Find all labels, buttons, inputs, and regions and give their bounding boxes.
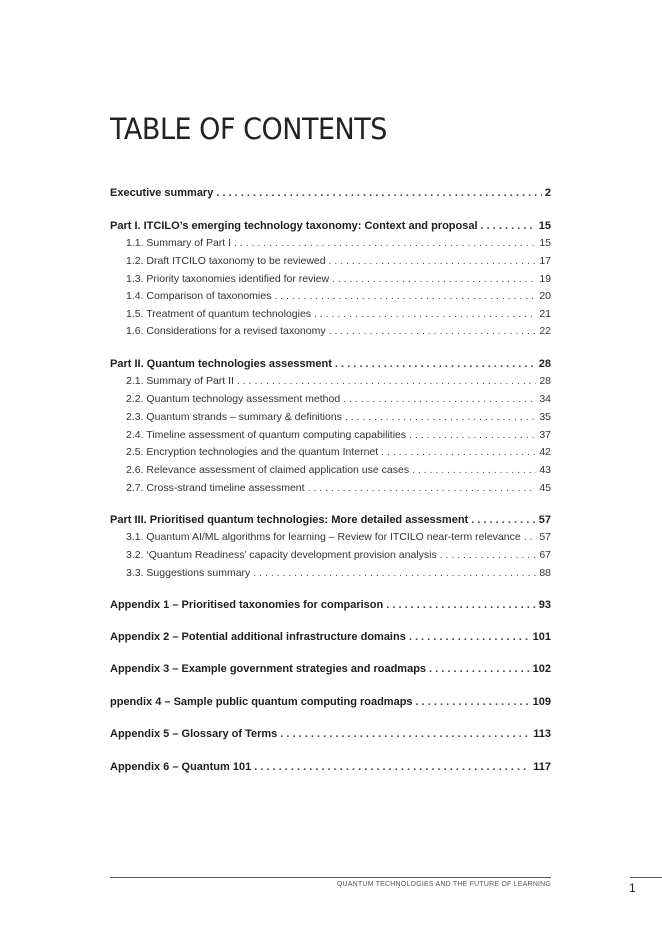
toc-entry-page: 93 [538,599,551,611]
toc-entry-label: Appendix 3 – Example government strategies and roadmaps [110,663,427,675]
toc-entry-label: 2.3. Quantum strands – summary & definitions [126,411,342,423]
toc-entry-appendix-5[interactable] [110,727,551,741]
toc-entry-page: 57 [539,531,551,543]
toc-entry-page: 88 [539,567,551,579]
toc-entry-page: 20 [539,290,551,302]
toc-entry-label: 2.7. Cross-strand timeline assessment [126,482,305,494]
toc-entry-label: 1.1. Summary of Part I [126,237,232,249]
toc-entry-label: Part III. Prioritised quantum technologies: More detailed assessment [110,514,469,526]
toc-entry-label: ppendix 4 – Sample public quantum computing roadmaps [110,696,413,708]
dot-leader [386,598,536,612]
dot-leader [329,324,537,338]
toc-entry-2-7[interactable] [126,481,551,495]
toc-entry-label: 1.2. Draft ITCILO taxonomy to be reviewed [126,255,326,267]
toc-entry-3-3[interactable] [126,566,551,580]
dot-leader [412,463,536,477]
toc-entry-2-3[interactable] [126,410,551,424]
toc-entry-3-2[interactable] [126,548,551,562]
dot-leader [345,410,536,424]
toc-entry-page: 28 [539,375,551,387]
toc-entry-page: 45 [539,482,551,494]
toc-entry-label: Appendix 2 – Potential additional infrastructure domains [110,631,406,643]
footer-divider [110,877,551,878]
dot-leader [329,254,537,268]
toc-entry-appendix-3[interactable] [110,662,551,676]
dot-leader [332,272,536,286]
dot-leader [254,760,530,774]
dot-leader [440,548,537,562]
toc-entry-label: Executive summary [110,187,214,199]
toc-entry-1-6[interactable] [126,324,551,338]
toc-entry-page: 102 [532,663,551,675]
toc-entry-label: 3.1. Quantum AI/ML algorithms for learning – Review for ITCILO near-term relevance [126,531,521,543]
toc-entry-appendix-6[interactable] [110,760,551,774]
dot-leader [216,186,542,200]
toc-entry-1-1[interactable] [126,236,551,250]
toc-entry-label: Appendix 6 – Quantum 101 [110,761,252,773]
toc-entry-label: 1.3. Priority taxonomies identified for review [126,273,330,285]
dot-leader [409,630,530,644]
toc-entry-page: 21 [539,308,551,320]
dot-leader [253,566,536,580]
toc-entry-page: 19 [539,273,551,285]
dot-leader [274,289,536,303]
dot-leader [471,513,536,527]
dot-leader [481,219,536,233]
toc-entry-page: 101 [532,631,551,643]
toc-entry-page: 117 [533,761,551,773]
toc-entry-appendix-2[interactable] [110,630,551,644]
toc-entry-1-5[interactable] [126,307,551,321]
toc-entry-label: 2.2. Quantum technology assessment method [126,393,341,405]
dot-leader [381,445,536,459]
toc-entry-page: 15 [538,220,551,232]
toc-entry-page: 2 [544,187,551,199]
toc-entry-1-2[interactable] [126,254,551,268]
toc-entry-label: Part II. Quantum technologies assessment [110,358,332,370]
toc-entry-part-3[interactable] [110,513,551,527]
toc-entry-label: 1.4. Comparison of taxonomies [126,290,272,302]
dot-leader [234,236,536,250]
dot-leader [429,662,530,676]
toc-entry-page: 67 [539,549,551,561]
toc-entry-2-2[interactable] [126,392,551,406]
toc-entry-label: 3.3. Suggestions summary [126,567,251,579]
toc-entry-3-1[interactable] [126,530,551,544]
dot-leader [280,727,530,741]
toc-entry-part-1[interactable] [110,219,551,233]
toc-entry-label: 2.5. Encryption technologies and the quantum Internet [126,446,379,458]
toc-entry-label: 2.4. Timeline assessment of quantum computing capabilities [126,429,407,441]
footer-running-title: QUANTUM TECHNOLOGIES AND THE FUTURE OF LEARNING [336,881,551,888]
toc-entry-label: 2.1. Summary of Part II [126,375,234,387]
toc-entry-page: 42 [539,446,551,458]
toc-entry-label: 1.5. Treatment of quantum technologies [126,308,312,320]
toc-entry-label: 2.6. Relevance assessment of claimed application use cases [126,464,410,476]
toc-entry-2-1[interactable] [126,374,551,388]
toc-entry-page: 37 [539,429,551,441]
toc-entry-2-5[interactable] [126,445,551,459]
toc-entry-page: 34 [539,393,551,405]
page-title: TABLE OF CONTENTS [110,112,387,146]
dot-leader [524,530,537,544]
page-number: 1 [629,881,636,895]
toc-entry-page: 35 [539,411,551,423]
toc-entry-page: 15 [539,237,551,249]
toc-entry-2-6[interactable] [126,463,551,477]
dot-leader [308,481,537,495]
toc-entry-appendix-1[interactable] [110,598,551,612]
toc-entry-label: 1.6. Considerations for a revised taxonomy [126,325,326,337]
toc-entry-label: 3.2. ‘Quantum Readiness’ capacity development provision analysis [126,549,437,561]
toc-entry-page: 28 [538,358,551,370]
toc-entry-page: 22 [539,325,551,337]
page-number-divider [630,877,662,878]
toc-entry-page: 17 [539,255,551,267]
dot-leader [343,392,536,406]
toc-entry-2-4[interactable] [126,428,551,442]
dot-leader [237,374,536,388]
dot-leader [416,695,530,709]
toc-entry-page: 43 [539,464,551,476]
toc-entry-1-4[interactable] [126,289,551,303]
toc-entry-label: Appendix 5 – Glossary of Terms [110,728,278,740]
toc-entry-1-3[interactable] [126,272,551,286]
toc-entry-page: 57 [538,514,551,526]
toc-entry-label: Part I. ITCILO’s emerging technology taxonomy: Context and proposal [110,220,478,232]
dot-leader [409,428,536,442]
toc-entry-appendix-4[interactable] [110,695,551,709]
toc-entry-page: 113 [533,728,551,740]
toc-entry-label: Appendix 1 – Prioritised taxonomies for comparison [110,599,384,611]
toc-entry-part-2[interactable] [110,357,551,371]
toc-entry-executive-summary[interactable] [110,186,551,200]
dot-leader [314,307,536,321]
dot-leader [335,357,536,371]
toc-entry-page: 109 [532,696,551,708]
